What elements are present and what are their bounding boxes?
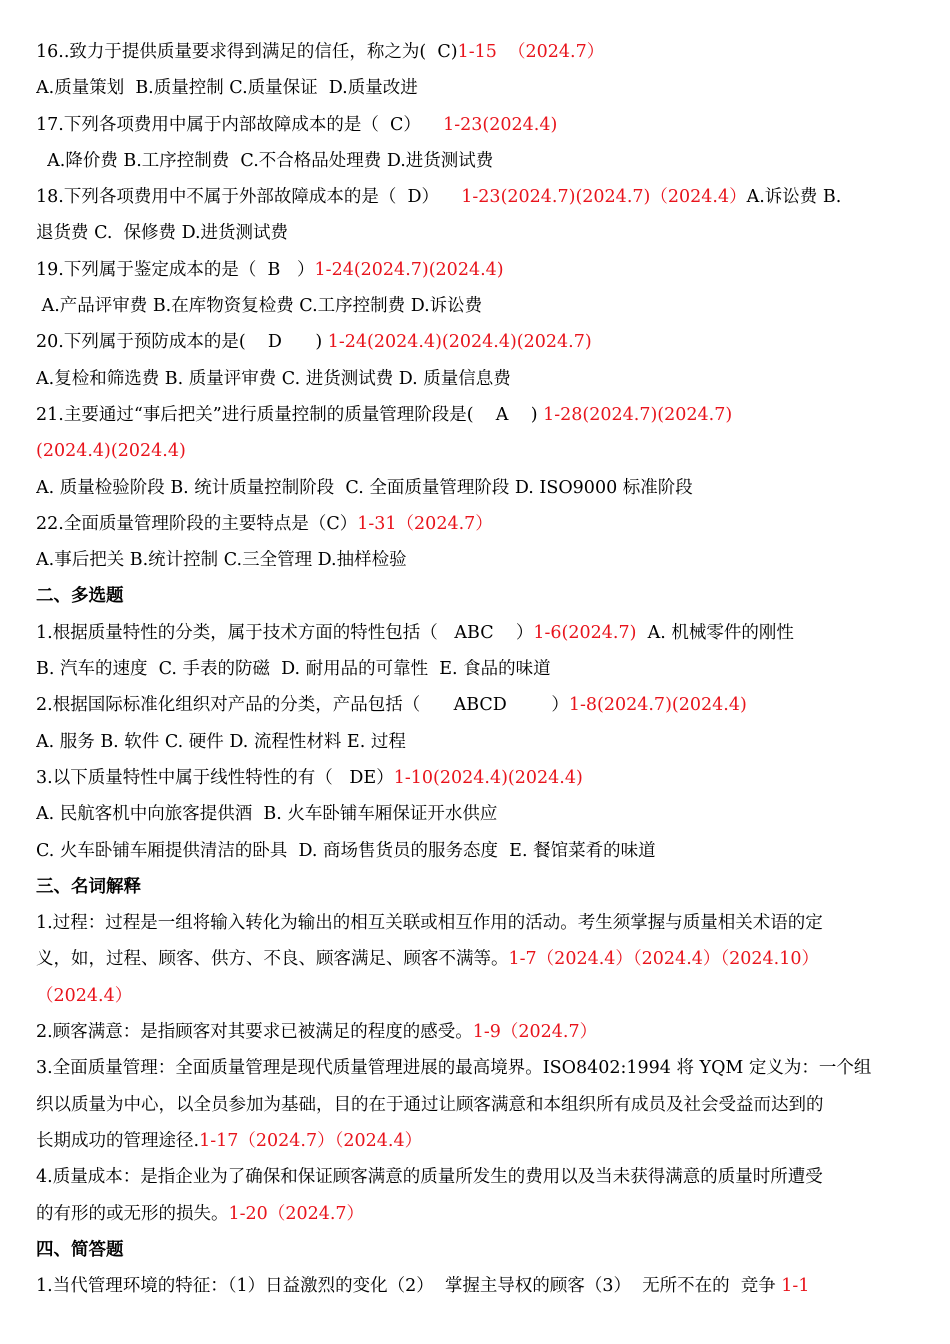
line-text: 1.根据质量特性的分类，属于技术方面的特性包括（ ABC ） xyxy=(36,622,534,643)
text-line xyxy=(36,506,916,542)
text-line xyxy=(36,361,916,397)
line-text: 二、多选题 xyxy=(36,586,124,607)
text-line xyxy=(36,252,916,288)
source-reference: （2024.4） xyxy=(36,985,133,1006)
source-reference: 1-28(2024.7)(2024.7) xyxy=(543,404,733,425)
text-line xyxy=(36,324,916,360)
text-line xyxy=(36,1014,916,1050)
line-text: B. 汽车的速度 C. 手表的防磁 D. 耐用品的可靠性 E. 食品的味道 xyxy=(36,659,551,680)
source-reference: 1-24(2024.7)(2024.4) xyxy=(314,259,504,280)
source-reference: 1-31（2024.7） xyxy=(357,513,493,534)
source-reference: 1-15 （2024.7） xyxy=(457,42,605,62)
text-line xyxy=(36,905,916,941)
line-text: A.产品评审费 B.在库物资复检费 C.工序控制费 D.诉讼费 xyxy=(36,296,483,317)
text-line xyxy=(36,615,916,651)
text-line xyxy=(36,651,916,687)
line-text: 17.下列各项费用中属于内部故障成本的是（ C） xyxy=(36,114,444,135)
line-text: 长期成功的管理途径. xyxy=(36,1130,200,1151)
text-line xyxy=(36,215,916,251)
text-line xyxy=(36,760,916,796)
line-text: A.质量策划 B.质量控制 C.质量保证 D.质量改进 xyxy=(36,78,418,99)
source-reference: 1-24(2024.4)(2024.4)(2024.7) xyxy=(327,332,592,353)
source-reference: 1-10(2024.4)(2024.4) xyxy=(393,767,583,788)
line-text: A.诉讼费 B. xyxy=(746,187,842,208)
text-line xyxy=(36,179,916,215)
line-text: 2.根据国际标准化组织对产品的分类，产品包括（ ABCD ） xyxy=(36,695,569,716)
line-text: A.事后把关 B.统计控制 C.三全管理 D.抽样检验 xyxy=(36,550,407,571)
text-line xyxy=(36,1196,916,1232)
text-line xyxy=(36,433,916,469)
text-line xyxy=(36,34,916,70)
text-line xyxy=(36,70,916,106)
section-heading xyxy=(36,869,916,905)
section-heading xyxy=(36,578,916,614)
line-text: A. 机械零件的刚性 xyxy=(636,622,794,643)
line-text: 义，如，过程、顾客、供方、不良、顾客满足、顾客不满等。 xyxy=(36,949,509,970)
line-text: 3.以下质量特性中属于线性特性的有（ DE） xyxy=(36,767,394,788)
text-line xyxy=(36,1087,916,1123)
document-body xyxy=(36,34,916,1304)
text-line xyxy=(36,1159,916,1195)
text-line xyxy=(36,978,916,1014)
line-text: A.降价费 B.工序控制费 C.不合格品处理费 D.进货测试费 xyxy=(36,150,494,171)
text-line xyxy=(36,941,916,977)
text-line xyxy=(36,288,916,324)
source-reference: 1-23(2024.7)(2024.7)（2024.4） xyxy=(461,187,747,208)
text-line xyxy=(36,470,916,506)
line-text: A. 服务 B. 软件 C. 硬件 D. 流程性材料 E. 过程 xyxy=(36,731,406,752)
text-line xyxy=(36,542,916,578)
line-text: 18.下列各项费用中不属于外部故障成本的是（ D） xyxy=(36,187,462,208)
source-reference: 1-20（2024.7） xyxy=(228,1203,365,1224)
line-text: 20.下列属于预防成本的是( D ) xyxy=(36,332,328,353)
text-line xyxy=(36,833,916,869)
text-line xyxy=(36,107,916,143)
text-line xyxy=(36,1268,916,1304)
line-text: 退货费 C. 保修费 D.进货测试费 xyxy=(36,223,289,244)
text-line xyxy=(36,1123,916,1159)
source-reference: 1-17（2024.7）（2024.4） xyxy=(199,1130,423,1151)
source-reference: (2024.4)(2024.4) xyxy=(36,441,186,462)
text-line xyxy=(36,1050,916,1086)
line-text: 2.顾客满意：是指顾客对其要求已被满足的程度的感受。 xyxy=(36,1022,473,1043)
line-text: 4.质量成本：是指企业为了确保和保证顾客满意的质量所发生的费用以及当未获得满意的质量时所遭受 xyxy=(36,1167,823,1188)
text-line xyxy=(36,687,916,723)
line-text: 22.全面质量管理阶段的主要特点是（C） xyxy=(36,513,358,534)
line-text: 21.主要通过“事后把关”进行质量控制的质量管理阶段是( A ) xyxy=(36,404,544,425)
text-line xyxy=(36,796,916,832)
line-text: 1.当代管理环境的特征：（1）日益激烈的变化（2） 掌握主导权的顾客（3） 无所不在的 竞争 xyxy=(36,1276,782,1297)
section-heading xyxy=(36,1232,916,1268)
source-reference: 1-8(2024.7)(2024.4) xyxy=(568,695,747,716)
source-reference: 1-6(2024.7) xyxy=(533,622,637,643)
text-line xyxy=(36,724,916,760)
text-line xyxy=(36,143,916,179)
source-reference: 1-1 xyxy=(781,1276,810,1297)
line-text: 1.过程：过程是一组将输入转化为输出的相互关联或相互作用的活动。考生须掌握与质量相关术语的定 xyxy=(36,913,823,934)
line-text: 三、名词解释 xyxy=(36,876,141,897)
line-text: 的有形的或无形的损失。 xyxy=(36,1203,229,1224)
line-text: 16..致力于提供质量要求得到满足的信任，称之为( C) xyxy=(36,42,458,62)
source-reference: 1-23(2024.4) xyxy=(443,114,558,135)
source-reference: 1-9（2024.7） xyxy=(472,1022,598,1043)
line-text: 四、简答题 xyxy=(36,1239,124,1260)
line-text: A. 民航客机中向旅客提供酒 B. 火车卧铺车厢保证开水供应 xyxy=(36,804,498,825)
line-text: A. 质量检验阶段 B. 统计质量控制阶段 C. 全面质量管理阶段 D. ISO9000 标准阶段 xyxy=(36,477,693,498)
line-text: 织以质量为中心，以全员参加为基础，目的在于通过让顾客满意和本组织所有成员及社会受益而达到的 xyxy=(36,1094,824,1115)
line-text: 19.下列属于鉴定成本的是（ B ） xyxy=(36,259,315,280)
source-reference: 1-7（2024.4）（2024.4）（2024.10） xyxy=(508,949,820,970)
line-text: A.复检和筛选费 B. 质量评审费 C. 进货测试费 D. 质量信息费 xyxy=(36,368,511,389)
line-text: 3.全面质量管理：全面质量管理是现代质量管理进展的最高境界。ISO8402:1994 将 YQM 定义为：一个组 xyxy=(36,1058,872,1079)
text-line xyxy=(36,397,916,433)
line-text: C. 火车卧铺车厢提供清洁的卧具 D. 商场售货员的服务态度 E. 餐馆菜肴的味道 xyxy=(36,840,656,861)
